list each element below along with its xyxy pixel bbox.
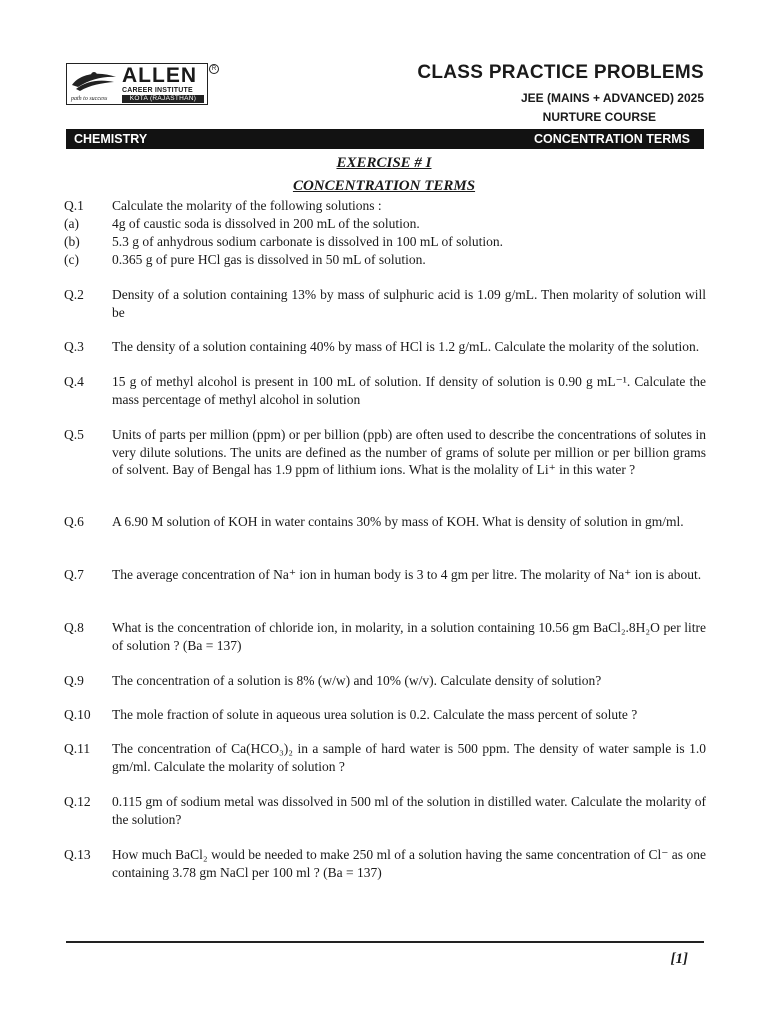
question-number: Q.6 [64,514,84,529]
page-title: CLASS PRACTICE PROBLEMS [417,62,704,83]
page-number: [1] [670,951,688,967]
header-block [417,62,704,126]
question-text: Calculate the molarity of the following solutions : [112,198,382,213]
logo-institute: CAREER INSTITUTE [122,87,193,94]
question-text: 0.365 g of pure HCl gas is dissolved in 50 mL of solution. [112,252,426,267]
question-text: 4g of caustic soda is dissolved in 200 mL of the solution. [112,216,420,231]
exam-label: JEE (MAINS + ADVANCED) 2025 [520,91,704,105]
exercise-subtitle: CONCENTRATION TERMS [292,178,476,194]
question-number: Q.13 [64,847,91,862]
logo-city: KOTA (RAJASTHAN) [122,95,204,103]
question-number: (b) [64,234,80,249]
question-number: Q.2 [64,287,84,302]
question-text: The concentration of a solution is 8% (w/w) and 10% (w/v). Calculate density of solution? [112,673,602,688]
question-text: A 6.90 M solution of KOH in water contains 30% by mass of KOH. What is density of solution in gm/ml. [112,514,684,529]
question-number: Q.3 [64,339,84,354]
question-number: Q.10 [64,707,91,722]
footer-divider [66,941,704,943]
subject-label: CHEMISTRY [74,132,148,146]
question-text: The average concentration of Na⁺ ion in human body is 3 to 4 gm per litre. The molarity of Na⁺ ion is about. [112,567,702,582]
question-text: The density of a solution containing 40% by mass of HCl is 1.2 g/mL. Calculate the molarity of the solution. [112,339,700,354]
logo-tagline: path to success [71,96,108,102]
registered-mark-icon: R [209,64,219,74]
question-text: The mole fraction of solute in aqueous urea solution is 0.2. Calculate the mass percent of solute ? [112,707,638,722]
question-number: Q.1 [64,198,84,213]
question-number: Q.8 [64,620,84,635]
question-text: How much BaCl₂ would be needed to make 250 ml of a solution having the same concentration of Cl⁻ as one containing 3.78 gm NaCl per 100 ml ? (Ba = 137) [112,847,706,880]
question-number: Q.5 [64,427,84,442]
question-text: 0.115 gm of sodium metal was dissolved in 500 ml of the solution in distilled water. Calculate the molarity of the solution? [112,794,706,827]
question-text: 15 g of methyl alcohol is present in 100 mL of solution. If density of solution is 0.90 g mL⁻¹. Calculate the mass percentage of methyl alcohol in solution [112,374,706,407]
allen-logo [66,63,208,105]
question-number: Q.4 [64,374,84,389]
subject-band [66,129,704,149]
exercise-title: EXERCISE # I [336,155,432,171]
question-number: (c) [64,252,79,267]
topic-label: CONCENTRATION TERMS [533,132,690,146]
question-number: Q.12 [64,794,91,809]
question-number: Q.7 [64,567,84,582]
question-text: 5.3 g of anhydrous sodium carbonate is dissolved in 100 mL of solution. [112,234,503,249]
question-text: What is the concentration of chloride ion, in molarity, in a solution containing 10.56 gm BaCl₂.8H₂O per litre of solution ? (Ba = 137) [112,620,706,653]
question-text: Units of parts per million (ppm) or per billion (ppb) are often used to describe the concentrations of solutes in very dilute solutions. The units are defined as the number of grams of solute per million or per billion grams of solvent. Bay of Bengal has 1.9 ppm of lithium ions. What is the molality of Li⁺ in this water ? [112,427,706,477]
question-text: Density of a solution containing 13% by mass of sulphuric acid is 1.09 g/mL. Then molarity of solution will be [112,287,706,320]
course-label: NURTURE COURSE [542,110,656,124]
question-number: (a) [64,216,79,231]
question-text: The concentration of Ca(HCO₃)₂ in a sample of hard water is 500 ppm. The density of water sample is 1.0 gm/ml. Calculate the molarity of solution ? [112,741,706,774]
logo-brand: ALLEN [122,64,197,87]
question-number: Q.11 [64,741,91,756]
question-number: Q.9 [64,673,84,688]
